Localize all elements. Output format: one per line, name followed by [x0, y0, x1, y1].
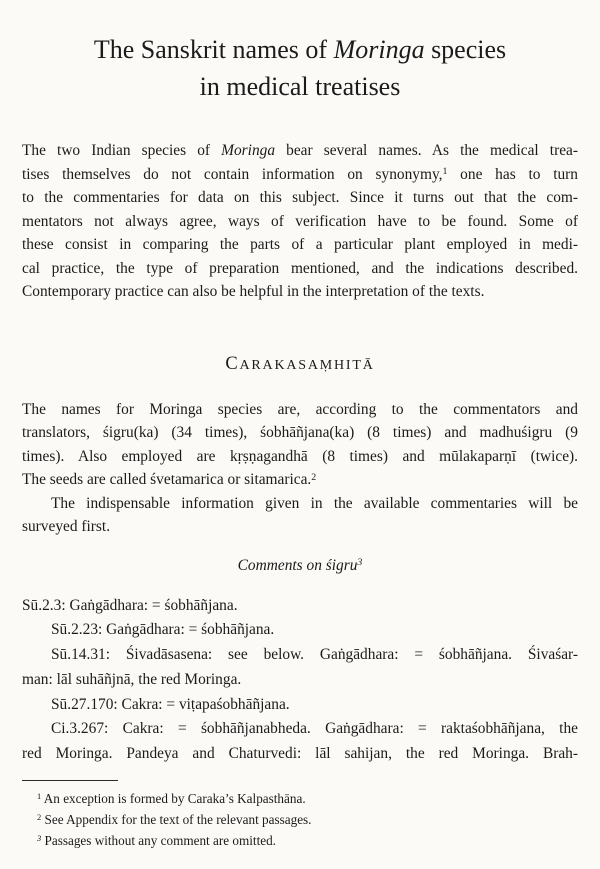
- text-run: translators, śigru(ka) (34 times), śobhāñjana(ka) (8 times) and madhuśigru (9: [22, 424, 578, 441]
- text-line: [22, 163, 578, 187]
- section-heading-rest: ARAKASAṂHITĀ: [239, 357, 375, 373]
- text-run: The indispensable information given in the available commentaries will be: [51, 494, 578, 512]
- text-run: An exception is formed by Caraka’s Kalpasthāna.: [41, 791, 306, 807]
- text-run: Sū.14.31: Śivadāsasena: see below. Gaṅgādhara: = śobhāñjana. Śivaśar-: [51, 646, 578, 664]
- page-title: [22, 31, 578, 105]
- text-run: one has to turn: [447, 165, 578, 183]
- text-run: bear several names. As the medical trea-: [275, 142, 578, 159]
- text-run: Ci.3.267: Cakra: = śobhāñjanabheda. Gaṅgādhara: = raktaśobhāñjana, the: [51, 720, 578, 738]
- section-heading-carakasamhita: [22, 354, 578, 375]
- survey-paragraph: [22, 492, 578, 539]
- text-line: [22, 257, 578, 281]
- text-line: [22, 139, 578, 163]
- text-line: [22, 830, 578, 851]
- text-line: [22, 31, 578, 68]
- text-run: Sū.27.170: Cakra: = viṭapaśobhāñjana.: [51, 695, 290, 713]
- text-line: [22, 421, 578, 445]
- text-line: [22, 668, 578, 693]
- text-run: tises themselves do not contain information on synonymy,: [22, 165, 443, 183]
- superscript-ref: 2: [311, 471, 317, 483]
- text-run: to the commentaries for data on this subject. Since it turns out that the com-: [22, 189, 578, 206]
- text-line: [22, 398, 578, 422]
- text-line: [22, 515, 578, 539]
- superscript-ref: 2: [37, 812, 42, 823]
- text-line: [22, 233, 578, 257]
- text-run: cal practice, the type of preparation mentioned, and the indications described.: [22, 259, 578, 277]
- text-run: these consist in comparing the parts of a particular plant employed in medi-: [22, 236, 578, 253]
- superscript-ref: 1: [37, 791, 42, 802]
- text-run: The two Indian species of: [22, 142, 222, 159]
- text-run: surveyed first.: [22, 518, 111, 535]
- text-run: See Appendix for the text of the relevant passages.: [41, 812, 312, 828]
- text-run: Sū.2.3: Gaṅgādhara: = śobhāñjana.: [22, 596, 238, 614]
- text-run: mentators not always agree, ways of verification have to be found. Some of: [22, 212, 578, 230]
- text-run: times). Also employed are kṛṣṇagandhā (8 times) and mūlakaparṇī (twice).: [22, 447, 578, 465]
- text-run: Sū.2.23: Gaṅgādhara: = śobhāñjana.: [51, 621, 275, 639]
- comments-subheading: [22, 557, 578, 575]
- text-line: [22, 643, 578, 668]
- text-line: [22, 693, 578, 718]
- text-line: [22, 742, 578, 767]
- text-run: The names for Moringa species are, according to the commentators and: [22, 400, 578, 418]
- section-heading-initial: C: [225, 353, 240, 374]
- text-line: [22, 618, 578, 643]
- names-paragraph: [22, 398, 578, 492]
- text-run: Contemporary practice can also be helpful in the interpretation of the texts.: [22, 283, 485, 300]
- text-run: man: lāl suhāñjnā, the red Moringa.: [22, 670, 242, 688]
- text-run: Passages without any comment are omitted.: [41, 833, 276, 849]
- intro-paragraph: [22, 139, 578, 304]
- text-line: [22, 594, 578, 619]
- superscript-ref: 3: [357, 557, 363, 569]
- text-run: The Sanskrit names of: [93, 35, 334, 64]
- text-line: [22, 68, 578, 105]
- text-line: [22, 492, 578, 516]
- text-run: Moringa: [333, 35, 425, 64]
- text-line: [22, 186, 578, 210]
- text-run: in medical treatises: [199, 72, 401, 101]
- text-run: Moringa: [221, 142, 276, 159]
- footnotes: [22, 788, 578, 851]
- superscript-ref: 1: [442, 166, 448, 178]
- text-line: [22, 557, 578, 575]
- superscript-ref: 3: [37, 833, 42, 844]
- commentary-entries: [22, 594, 578, 768]
- text-line: [22, 788, 578, 809]
- text-line: [22, 280, 578, 304]
- text-run: The seeds are called śvetamarica or sitamarica.: [22, 471, 312, 488]
- text-line: [22, 809, 578, 830]
- footnote-rule: [22, 780, 118, 781]
- text-line: [22, 210, 578, 234]
- text-run: species: [424, 35, 507, 64]
- text-line: [22, 445, 578, 469]
- text-run: red Moringa. Pandeya and Chaturvedi: lāl sahijan, the red Moringa. Brah-: [22, 745, 578, 763]
- text-line: [22, 468, 578, 492]
- text-run: Comments on śigru: [237, 556, 358, 574]
- text-line: [22, 717, 578, 742]
